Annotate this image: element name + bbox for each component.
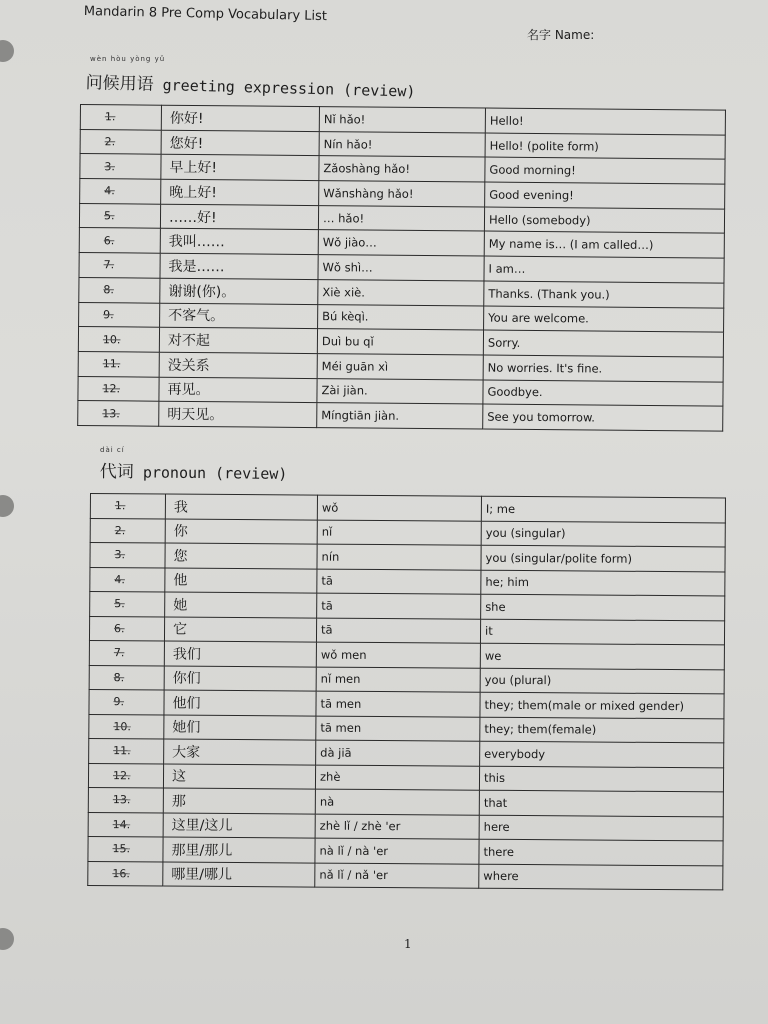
row-number: 4. (80, 179, 161, 204)
chinese-cell: 你好! (161, 105, 319, 131)
english-cell: you (singular/polite form) (481, 545, 725, 571)
row-number: 9. (79, 302, 160, 327)
pinyin-cell: Wǒ shì… (318, 255, 484, 281)
row-number: 10. (78, 327, 159, 352)
chinese-cell: 谢谢(你)。 (160, 278, 318, 304)
row-number: 2. (90, 518, 165, 543)
section-heading-zh: 代词 (99, 461, 134, 483)
chinese-cell: 晚上好! (161, 179, 319, 205)
pinyin-cell: zhè lǐ / zhè 'er (315, 814, 479, 840)
chinese-cell: 早上好! (161, 155, 319, 181)
chinese-cell: 这里/这儿 (163, 813, 315, 839)
english-cell: there (479, 839, 723, 865)
english-cell: they; them(female) (480, 717, 724, 743)
section-heading-greetings (85, 68, 415, 102)
english-cell: it (480, 619, 724, 645)
chinese-cell: 那 (163, 788, 315, 814)
row-number: 6. (89, 616, 164, 641)
name-label: 名字 Name: (527, 28, 595, 42)
pinyin-cell: dà jiā (316, 740, 480, 766)
pinyin-cell: Bú kèqì. (318, 304, 484, 330)
pinyin-cell: nǎ lǐ / nǎ 'er (315, 863, 479, 889)
chinese-cell: 这 (163, 764, 315, 790)
chinese-cell: 我们 (164, 641, 316, 667)
table-row (88, 861, 723, 890)
english-cell: Goodbye. (483, 380, 723, 407)
english-cell: everybody (480, 741, 724, 767)
chinese-cell: 明天见。 (159, 401, 317, 427)
pinyin-cell: Wǎnshàng hǎo! (319, 181, 485, 207)
chinese-cell: 您 (165, 543, 317, 569)
section-heading-pronouns (100, 457, 288, 484)
english-cell: No worries. It's fine. (483, 355, 723, 382)
table-row (78, 401, 723, 431)
english-cell: Hello! (485, 108, 725, 135)
chinese-cell: ……好! (160, 204, 318, 230)
chinese-cell: 大家 (164, 739, 316, 765)
english-cell: Thanks. (Thank you.) (484, 281, 724, 308)
pinyin-cell: tā (316, 618, 480, 644)
pinyin-cell: … hǎo! (318, 205, 484, 231)
row-number: 14. (88, 812, 163, 837)
english-cell: Hello! (polite form) (485, 133, 725, 160)
english-cell: this (479, 766, 723, 792)
section-heading-en: pronoun (review) (133, 463, 288, 483)
row-number: 8. (89, 665, 164, 690)
row-number: 11. (89, 738, 164, 763)
pinyin-cell: tā (317, 593, 481, 619)
pinyin-cell: nín (317, 544, 481, 570)
page-number: 1 (404, 937, 412, 951)
row-number: 13. (88, 787, 163, 812)
chinese-cell: 再见。 (159, 377, 317, 403)
english-cell: that (479, 790, 723, 816)
section-pinyin: dài cí (100, 446, 125, 454)
row-number: 4. (90, 567, 165, 592)
pinyin-cell: nà (315, 789, 479, 815)
pinyin-cell: Zài jiàn. (317, 378, 483, 404)
page-title: Mandarin 8 Pre Comp Vocabulary List (83, 4, 328, 25)
row-number: 5. (79, 203, 160, 228)
english-cell: Good morning! (485, 157, 725, 184)
english-cell: See you tomorrow. (483, 404, 723, 431)
binder-hole (0, 495, 14, 517)
english-cell: My name is… (I am called…) (484, 231, 724, 258)
chinese-cell: 不客气。 (160, 303, 318, 329)
row-number: 1. (80, 105, 161, 130)
english-cell: where (479, 864, 723, 890)
row-number: 6. (79, 228, 160, 253)
pinyin-cell: nǐ men (316, 667, 480, 693)
english-cell: Sorry. (483, 330, 723, 357)
chinese-cell: 没关系 (159, 352, 317, 378)
pinyin-cell: Zǎoshàng hǎo! (319, 156, 485, 182)
english-cell: Good evening! (485, 182, 725, 209)
english-cell: I am… (484, 256, 724, 283)
pinyin-cell: Nǐ hǎo! (319, 107, 485, 133)
english-cell: Hello (somebody) (484, 207, 724, 234)
row-number: 8. (79, 277, 160, 302)
english-cell: here (479, 815, 723, 841)
pinyin-cell: wǒ men (316, 642, 480, 668)
english-cell: we (480, 643, 724, 669)
row-number: 3. (90, 543, 165, 568)
pinyin-cell: tā men (316, 716, 480, 742)
section-heading-zh: 问候用语 (85, 72, 154, 95)
english-cell: they; them(male or mixed gender) (480, 692, 724, 718)
chinese-cell: 它 (164, 617, 316, 643)
english-cell: you (plural) (480, 668, 724, 694)
row-number: 3. (80, 154, 161, 179)
binder-hole (0, 928, 14, 950)
row-number: 5. (90, 592, 165, 617)
pinyin-cell: wǒ (317, 495, 481, 521)
english-cell: she (481, 594, 725, 620)
chinese-cell: 你们 (164, 666, 316, 692)
chinese-cell: 我 (165, 494, 317, 520)
pronouns-table (87, 493, 726, 890)
english-cell: I; me (481, 496, 725, 522)
chinese-cell: 我叫…… (160, 229, 318, 255)
greetings-table (77, 104, 726, 432)
english-cell: You are welcome. (484, 306, 724, 333)
row-number: 11. (78, 351, 159, 376)
row-number: 9. (89, 689, 164, 714)
row-number: 12. (88, 763, 163, 788)
row-number: 13. (78, 401, 159, 426)
pinyin-cell: tā men (316, 691, 480, 717)
pinyin-cell: Wǒ jiào… (318, 230, 484, 256)
section-heading-en: greeting expression (review) (153, 75, 416, 101)
english-cell: he; him (481, 570, 725, 596)
row-number: 15. (88, 836, 163, 861)
row-number: 12. (78, 376, 159, 401)
chinese-cell: 他们 (164, 690, 316, 716)
pinyin-cell: Méi guān xì (317, 353, 483, 379)
pinyin-cell: Xiè xiè. (318, 279, 484, 305)
pinyin-cell: Míngtiān jiàn. (317, 403, 483, 429)
pinyin-cell: Nín hǎo! (319, 131, 485, 157)
pinyin-cell: zhè (315, 765, 479, 791)
row-number: 10. (89, 714, 164, 739)
row-number: 2. (80, 129, 161, 154)
row-number: 1. (90, 494, 165, 519)
row-number: 16. (88, 861, 163, 886)
chinese-cell: 您好! (161, 130, 319, 156)
chinese-cell: 她们 (164, 715, 316, 741)
pinyin-cell: tā (317, 569, 481, 595)
chinese-cell: 我是…… (160, 253, 318, 279)
row-number: 7. (89, 640, 164, 665)
chinese-cell: 对不起 (159, 327, 317, 353)
chinese-cell: 你 (165, 519, 317, 545)
section-pinyin: wèn hòu yòng yǔ (90, 55, 166, 63)
binder-hole (0, 40, 14, 62)
chinese-cell: 她 (165, 592, 317, 618)
row-number: 7. (79, 253, 160, 278)
english-cell: you (singular) (481, 521, 725, 547)
pinyin-cell: nà lǐ / nà 'er (315, 838, 479, 864)
chinese-cell: 那里/那儿 (163, 837, 315, 863)
chinese-cell: 哪里/哪儿 (163, 862, 315, 888)
chinese-cell: 他 (165, 568, 317, 594)
pinyin-cell: nǐ (317, 520, 481, 546)
pinyin-cell: Duì bu qǐ (317, 329, 483, 355)
